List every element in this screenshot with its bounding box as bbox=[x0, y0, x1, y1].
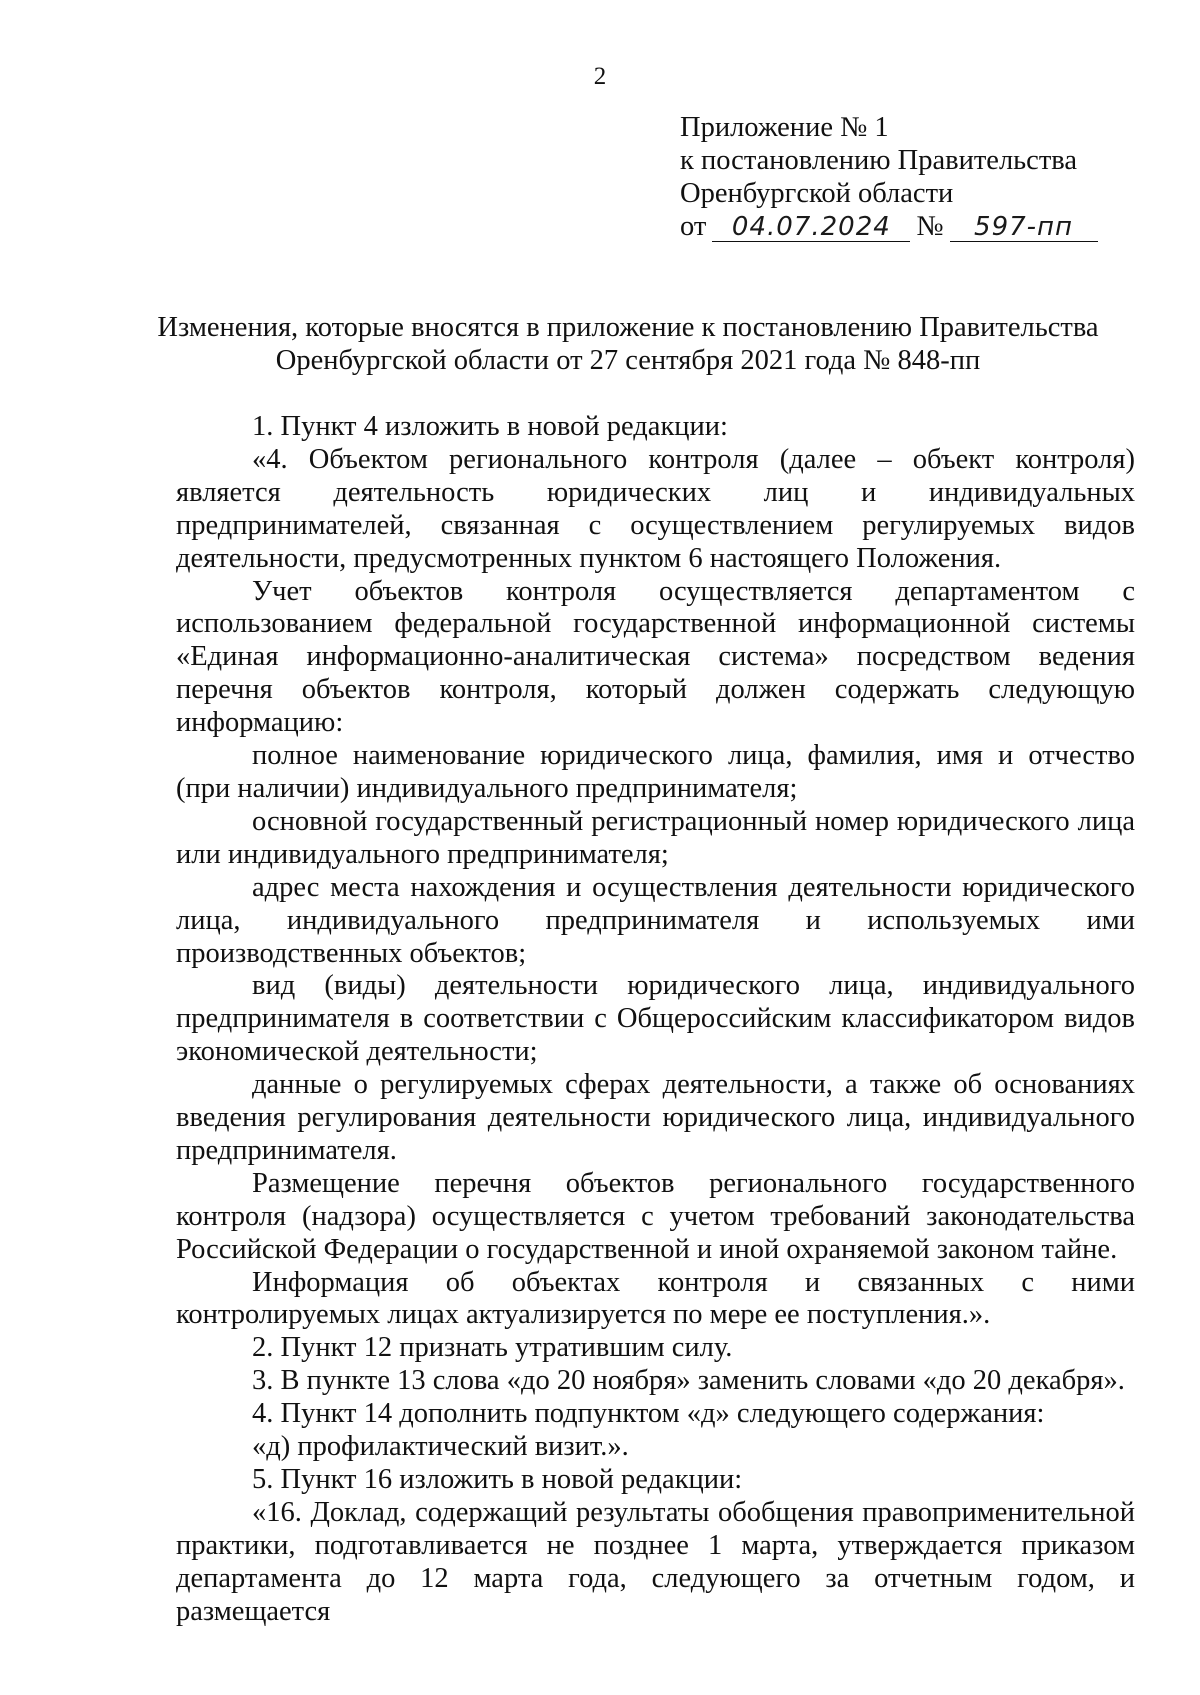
paragraph: «д) профилактический визит.». bbox=[252, 1431, 629, 1463]
paragraph: данные о регулируемых сферах деятельности, а также об основаниях введения регулирования деятельности юридического лица, индивидуального предпринимателя. bbox=[176, 1069, 1135, 1166]
paragraph: 4. Пункт 14 дополнить подпунктом «д» следующего содержания: bbox=[252, 1398, 1045, 1430]
appendix-line-3: Оренбургской области bbox=[680, 178, 954, 209]
paragraph: «4. Объектом регионального контроля (далее – объект контроля) является деятельность юридических лиц и индивидуальных предпринимателей, связанная с осуществлением регулируемых видов деятельности, предусмотренных пунктом 6 настоящего Положения. bbox=[176, 443, 1135, 574]
document-body bbox=[176, 411, 1135, 1629]
paragraph: 5. Пункт 16 изложить в новой редакции: bbox=[252, 1464, 743, 1495]
document-title-line-2: Оренбургской области от 27 сентября 2021 года № 848-пп bbox=[275, 345, 981, 376]
document-title-line-1: Изменения, которые вносятся в приложение к постановлению Правительства bbox=[157, 312, 1099, 343]
handwritten-number: 597-пп bbox=[950, 213, 1098, 242]
appendix-date-number-line bbox=[680, 210, 1160, 243]
handwritten-date: 04.07.2024 bbox=[712, 213, 910, 242]
document-title bbox=[120, 311, 1136, 377]
paragraph: Учет объектов контроля осуществляется департаментом с использованием федеральной государственной информационной системы «Единая информационно-аналитическая система» посредством ведения перечня объектов контроля, который должен содержать следующую информацию: bbox=[176, 575, 1135, 739]
paragraph: Информация об объектах контроля и связанных с ними контролируемых лицах актуализируется по мере ее поступления.». bbox=[176, 1266, 1135, 1331]
paragraph: основной государственный регистрационный номер юридического лица или индивидуального предпринимателя; bbox=[176, 805, 1135, 870]
paragraph: полное наименование юридического лица, фамилия, имя и отчество (при наличии) индивидуального предпринимателя; bbox=[176, 740, 1135, 804]
appendix-header bbox=[680, 111, 1160, 243]
paragraph: 1. Пункт 4 изложить в новой редакции: bbox=[252, 411, 728, 442]
page-number: 2 bbox=[593, 63, 607, 90]
paragraph: вид (виды) деятельности юридического лица, индивидуального предпринимателя в соответствии с Общероссийским классификатором видов экономической деятельности; bbox=[176, 970, 1135, 1068]
date-prefix: от bbox=[680, 211, 707, 242]
paragraph: Размещение перечня объектов регионального государственного контроля (надзора) осуществляется с учетом требований законодательства Российской Федерации о государственной и иной охраняемой законом тайне. bbox=[176, 1167, 1135, 1265]
paragraph: 2. Пункт 12 признать утратившим силу. bbox=[252, 1332, 733, 1364]
paragraph: адрес места нахождения и осуществления деятельности юридического лица, индивидуального предпринимателя и используемых ими производственных объектов; bbox=[176, 871, 1135, 969]
number-prefix: № bbox=[916, 211, 944, 242]
paragraph: «16. Доклад, содержащий результаты обобщения правоприменительной практики, подготавливается не позднее 1 марта, утверждается приказом департамента до 12 марта года, следующего за отчетным годом, и размещается bbox=[176, 1496, 1135, 1627]
paragraph: 3. В пункте 13 слова «до 20 ноября» заменить словами «до 20 декабря». bbox=[252, 1365, 1125, 1397]
appendix-line-1: Приложение № 1 bbox=[680, 112, 889, 143]
appendix-line-2: к постановлению Правительства bbox=[680, 145, 1078, 176]
